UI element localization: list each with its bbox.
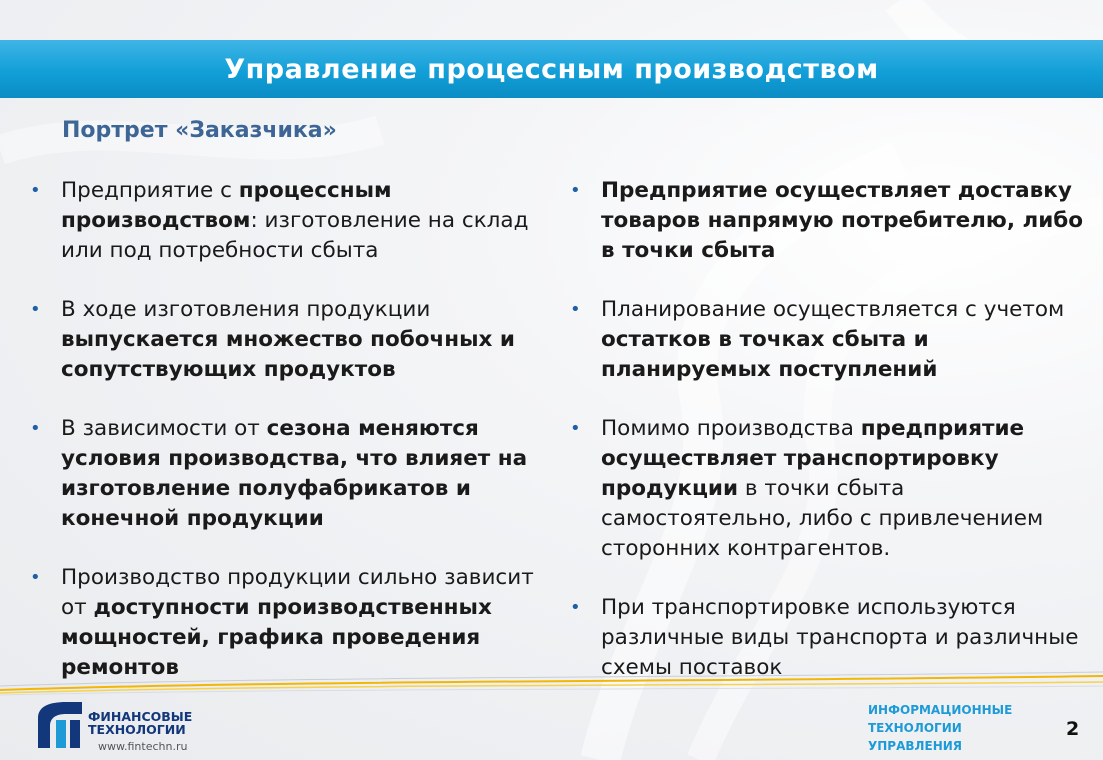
brand-text bbox=[868, 701, 1012, 755]
logo-url: www.fintechn.ru bbox=[98, 740, 188, 753]
page-number: 2 bbox=[1066, 718, 1080, 740]
section-subtitle: Портрет «Заказчика» bbox=[62, 118, 337, 143]
bold-text: выпускается множество побочных и сопутствующих продуктов bbox=[61, 327, 515, 382]
brand-line2: ТЕХНОЛОГИИ bbox=[868, 721, 962, 735]
bullet-item bbox=[570, 295, 1090, 385]
text: в точки сбыта самостоятельно, либо с привлечением сторонних контрагентов. bbox=[601, 476, 1044, 561]
text: : изготовление на склад или под потребности сбыта bbox=[61, 208, 529, 263]
title-bar bbox=[0, 40, 1103, 98]
text: Планирование осуществляется с учетом bbox=[601, 297, 1065, 322]
fintech-logo-icon bbox=[36, 700, 82, 748]
text: Предприятие с bbox=[61, 178, 239, 203]
text: При транспортировке используются различные виды транспорта и различные схемы поставок bbox=[601, 595, 1079, 680]
bold-text: предприятие осуществляет транспортировку продукции bbox=[601, 416, 1025, 501]
bullet-dot: • bbox=[30, 418, 41, 439]
logo-line1: ФИНАНСОВЫЕ bbox=[88, 709, 193, 724]
text: Производство продукции сильно зависит от bbox=[61, 565, 534, 620]
bold-text: остатков в точках сбыта и планируемых поступлений bbox=[601, 327, 938, 382]
decorative-swoosh bbox=[0, 668, 1103, 698]
bold-text: сезона меняются условия производства, что влияет на изготовление полуфабрикатов и конечной продукции bbox=[61, 416, 528, 531]
bullet-dot: • bbox=[570, 597, 581, 618]
bold-text: процессным производством bbox=[61, 178, 392, 233]
text: В зависимости от bbox=[61, 416, 267, 441]
bullet-dot: • bbox=[30, 180, 41, 201]
bullet-item bbox=[570, 414, 1090, 564]
brand-line1: ИНФОРМАЦИОННЫЕ bbox=[868, 703, 1013, 717]
bold-text: Предприятие осуществляет доставку товаров напрямую потребителю, либо в точки сбыта bbox=[601, 178, 1084, 263]
text: Помимо производства bbox=[601, 416, 861, 441]
bullet-item bbox=[30, 414, 550, 534]
bullet-dot: • bbox=[30, 299, 41, 320]
right-bullet-list bbox=[570, 176, 1090, 712]
text: В ходе изготовления продукции bbox=[61, 297, 431, 322]
company-logo bbox=[36, 700, 192, 753]
bullet-item bbox=[30, 176, 550, 266]
logo-line2: ТЕХНОЛОГИИ bbox=[88, 722, 186, 737]
bold-text: доступности производственных мощностей, графика проведения ремонтов bbox=[61, 595, 492, 680]
bullet-dot: • bbox=[570, 418, 581, 439]
bullet-item bbox=[30, 563, 550, 683]
bullet-item bbox=[30, 295, 550, 385]
bullet-dot: • bbox=[30, 567, 41, 588]
bullet-dot: • bbox=[570, 299, 581, 320]
bullet-dot: • bbox=[570, 180, 581, 201]
brand-line3: УПРАВЛЕНИЯ bbox=[868, 739, 963, 753]
bullet-item bbox=[570, 176, 1090, 266]
slide-title: Управление процессным производством bbox=[224, 53, 879, 85]
left-bullet-list bbox=[30, 176, 550, 712]
